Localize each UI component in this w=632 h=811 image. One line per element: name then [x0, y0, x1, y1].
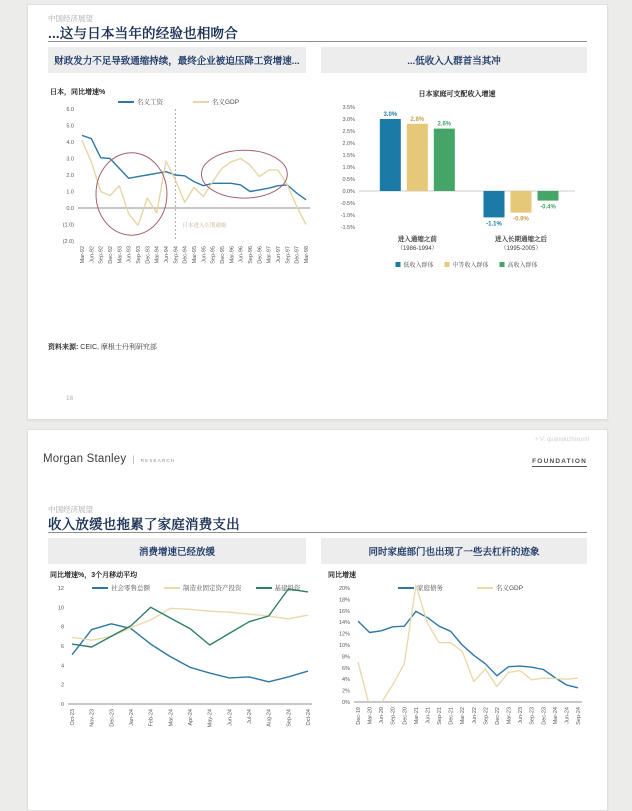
x-tick: Mar-24	[552, 707, 559, 725]
slide-2	[27, 429, 608, 811]
x-tick: Mar-98	[304, 246, 310, 264]
legend-label: 中等收入群体	[452, 263, 489, 269]
x-tick: Jun-22	[471, 707, 478, 724]
legend-item: 名义GDP	[477, 583, 523, 592]
bar-高收入群体	[434, 129, 455, 191]
chart-japan-wage-gdp	[48, 87, 316, 279]
logo-brand: Morgan Stanley	[43, 453, 127, 465]
x-tick: Oct-24	[306, 709, 312, 726]
x-tick: Oct-23	[70, 709, 76, 726]
watermark: + V: quanqiuzhixunrl	[534, 437, 589, 443]
legend-item: 名义GDP	[193, 97, 239, 106]
foundation-badge: FOUNDATION	[532, 458, 587, 465]
x-tick: Dec-97	[294, 246, 301, 264]
x-tick: Jun-24	[564, 707, 571, 724]
x-tick: Sep-24	[576, 707, 582, 725]
source-text: CEIC, 摩根士丹利研究部	[78, 344, 157, 351]
x-tick: Sep-23	[529, 707, 536, 725]
y-tick: 0.0	[66, 206, 74, 212]
x-tick: Mar-95	[192, 246, 198, 264]
x-tick: Mar-94	[154, 246, 161, 264]
series-家庭债务	[358, 611, 578, 687]
title-rule	[48, 41, 587, 42]
bar-value-label: 3.0%	[383, 112, 398, 118]
y-tick: 12	[57, 586, 64, 592]
x-tick: Dec-23	[109, 709, 116, 727]
x-tick: Apr-24	[188, 709, 194, 726]
y-tick: 6%	[342, 665, 350, 672]
bar-value-label: -0.4%	[540, 204, 556, 211]
bar-value-label: 2.6%	[437, 121, 452, 128]
y-tick: 20%	[338, 586, 350, 592]
y-tick: 1.0%	[342, 165, 355, 171]
bar-chart-svg	[323, 87, 591, 287]
x-tick: Mar-23	[506, 707, 513, 725]
morgan-stanley-logo	[43, 453, 175, 465]
group-sublabel: （1995-2005）	[500, 246, 542, 252]
x-tick: Sep-20	[390, 707, 397, 725]
x-tick: Mar-21	[413, 707, 420, 725]
series-名义GDP	[358, 585, 578, 706]
slide-1	[27, 4, 608, 420]
x-tick: Jun-93	[126, 246, 133, 263]
chart-title: 日本家庭可支配收入增速	[418, 91, 496, 98]
bar-value-label: -0.9%	[513, 216, 529, 223]
x-tick: Jun-92	[89, 246, 96, 263]
title-rule	[48, 532, 587, 533]
bar-低收入群体	[380, 119, 401, 191]
legend-item: 家庭债务	[398, 583, 443, 592]
legend-label: 低收入群体	[403, 263, 434, 269]
slide1-left-panel-header: 财政发力不足导致通缩持续，最终企业被迫压降工资增速...	[48, 47, 306, 73]
y-tick: 6	[60, 644, 64, 650]
x-tick: Feb-24	[148, 709, 155, 727]
x-tick: Dec-95	[220, 246, 226, 264]
legend-item: 制造业固定资产投资	[164, 583, 242, 592]
y-tick: 8	[60, 624, 64, 631]
x-tick: Jun-97	[276, 246, 282, 263]
x-tick: Mar-20	[367, 707, 374, 725]
y-tick: 5.0	[66, 123, 74, 130]
legend-swatch	[445, 262, 450, 267]
bar-高收入群体	[538, 191, 559, 201]
line-chart-svg	[326, 570, 590, 782]
y-tick: 3.5%	[342, 105, 355, 111]
series-基建投资	[72, 589, 308, 647]
slide2-left-panel-header: 消费增速已经放缓	[48, 538, 306, 564]
y-tick: 3.0	[66, 156, 74, 163]
x-tick: Jun-20	[379, 707, 386, 724]
y-tick: 1.0	[66, 189, 74, 196]
x-tick: Sep-22	[483, 707, 490, 725]
y-tick: 12%	[338, 631, 350, 638]
x-tick: Dec-23	[541, 707, 548, 725]
y-tick: -1.0%	[340, 213, 355, 219]
x-tick: Sep-95	[210, 246, 217, 264]
y-tick: 14%	[338, 620, 350, 627]
legend-item: 基建投资	[256, 583, 301, 592]
x-tick: Sep-97	[285, 245, 292, 264]
group-sublabel: （1986-1994）	[396, 246, 438, 252]
line-chart-svg	[48, 570, 320, 782]
vline-annotation: 日本进入长期通缩	[182, 222, 227, 229]
source-line	[48, 342, 157, 352]
y-tick: 3.0%	[342, 117, 355, 123]
x-tick: Jun-95	[201, 246, 208, 263]
x-tick: May-24	[207, 709, 214, 728]
y-tick: 4%	[342, 677, 350, 684]
x-tick: Nov-23	[89, 709, 96, 727]
y-tick: 4	[60, 663, 64, 670]
y-tick: -1.5%	[340, 225, 355, 231]
x-tick: Dec-19	[356, 707, 362, 725]
y-tick: 16%	[338, 608, 350, 615]
group-label: 进入通缩之前	[397, 236, 437, 243]
page-number: 16	[66, 395, 74, 402]
slide2-right-panel-header: 同时家庭部门也出现了一些去杠杆的迹象	[321, 538, 587, 564]
x-tick: Mar-22	[460, 707, 467, 725]
x-tick: Dec-93	[145, 246, 152, 264]
x-tick: Mar-96	[229, 246, 236, 264]
bar-中等收入群体	[511, 191, 532, 213]
bar-中等收入群体	[407, 124, 428, 191]
group-label: 进入长期通缩之后	[495, 236, 547, 243]
x-tick: Aug-24	[266, 709, 273, 727]
legend-swatch	[396, 262, 401, 267]
y-tick: 0.0%	[342, 189, 355, 195]
legend-label: 高收入群体	[507, 263, 538, 269]
y-tick: 2.0%	[342, 141, 355, 147]
x-tick: Jul-24	[247, 709, 253, 724]
chart-japan-income-bars	[323, 87, 591, 287]
y-tick: 0%	[342, 700, 350, 706]
y-tick: -0.5%	[340, 201, 355, 207]
bar-value-label: 2.8%	[410, 116, 425, 123]
x-tick: Dec-20	[402, 707, 409, 725]
bar-value-label: -1.1%	[486, 221, 502, 228]
y-tick: 8%	[342, 654, 350, 661]
legend-swatch	[500, 262, 505, 267]
highlight-ellipse	[201, 150, 287, 198]
x-tick: Sep-24	[286, 709, 293, 727]
y-tick: 0	[60, 702, 64, 708]
legend-item: 社会零售总额	[92, 583, 150, 592]
y-tick: 10%	[338, 643, 350, 649]
x-tick: Sep-92	[98, 246, 105, 264]
slide1-title: ...这与日本当年的经验也相吻合	[48, 26, 238, 41]
source-label: 资料来源:	[48, 344, 79, 351]
chart-inline-label: 同比增速%，3个月移动平均	[50, 572, 138, 579]
x-tick: Sep-21	[437, 707, 444, 725]
x-tick: Jan-24	[129, 709, 135, 726]
x-tick: Sep-93	[136, 246, 142, 264]
x-tick: Dec-94	[182, 246, 189, 264]
bar-低收入群体	[484, 191, 505, 217]
y-tick: 4.0	[66, 140, 74, 146]
chart-inline-label: 同比增速	[328, 572, 356, 579]
x-tick: Jun-23	[518, 707, 525, 724]
y-tick: 18%	[338, 597, 350, 604]
x-tick: Dec-92	[108, 246, 114, 264]
slide1-eyebrow: 中国经济展望	[48, 14, 93, 23]
x-tick: Jun-21	[425, 707, 432, 724]
x-tick: Mar-92	[80, 246, 86, 264]
y-tick: 10	[57, 605, 64, 612]
y-tick: (1.0)	[62, 222, 74, 229]
x-tick: Mar-93	[117, 246, 124, 264]
x-tick: Dec-21	[448, 707, 455, 725]
y-tick: 0.5%	[342, 177, 355, 183]
y-tick: 2	[60, 682, 64, 689]
x-tick: Jun-96	[238, 246, 245, 263]
legend-item: 名义工资	[118, 97, 163, 106]
x-tick: Dec-22	[494, 707, 501, 725]
x-tick: Mar-24	[168, 709, 175, 727]
y-tick: 6.0	[66, 107, 74, 113]
x-tick: Jun-24	[227, 709, 234, 726]
chart-china-consumption	[48, 570, 320, 782]
logo-division: RESEARCH	[140, 458, 176, 463]
chart-inline-label: 日本，同比增速%	[50, 89, 106, 96]
line-chart-svg	[48, 87, 316, 279]
x-tick: Jun-94	[164, 246, 170, 263]
slide2-eyebrow: 中国经济展望	[48, 505, 93, 514]
series-社会零售总额	[72, 624, 308, 682]
x-tick: Sep-96	[248, 246, 254, 264]
chart-household-debt	[326, 570, 590, 782]
logo-separator: |	[132, 454, 135, 464]
y-tick: 2%	[342, 688, 350, 695]
y-tick: (2.0)	[62, 239, 74, 245]
y-tick: 2.5%	[342, 129, 355, 135]
slide1-right-panel-header: ...低收入人群首当其冲	[321, 47, 587, 73]
slide2-title: 收入放缓也拖累了家庭消费支出	[48, 517, 240, 532]
series-名义GDP	[82, 140, 306, 225]
y-tick: 1.5%	[342, 153, 355, 159]
x-tick: Mar-97	[266, 246, 273, 264]
y-tick: 2.0	[66, 173, 74, 179]
x-tick: Dec-96	[257, 246, 264, 264]
x-tick: Sep-94	[173, 246, 180, 264]
